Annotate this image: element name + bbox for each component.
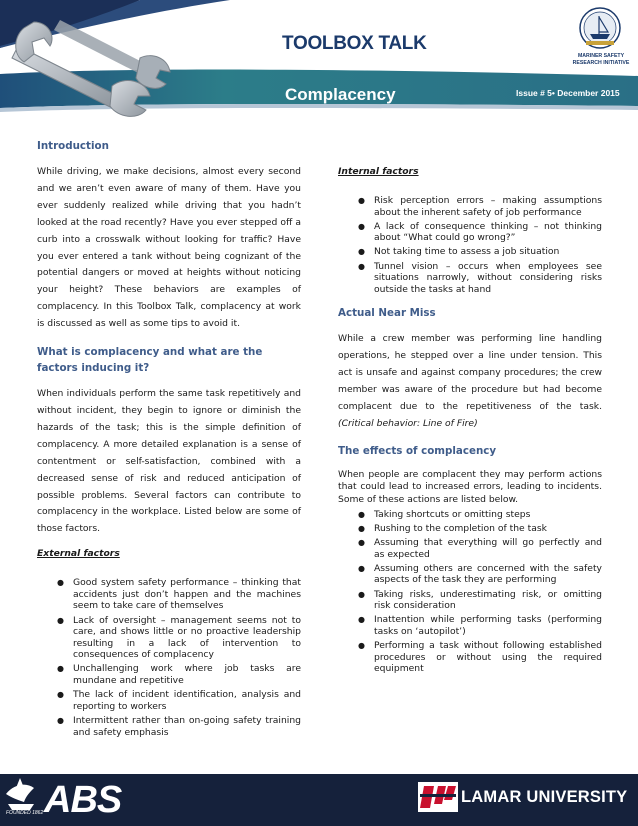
list-item: ● Inattention while performing tasks (performing tasks on ‘autopilot’) — [358, 614, 602, 637]
msri-logo-text: MARINER SAFETY RESEARCH INITIATIVE — [572, 53, 630, 66]
list-item: ● Taking risks, underestimating risk, or omitting risk consideration — [358, 588, 602, 612]
list-item: ● The lack of incident identification, analysis and reporting to workers — [57, 689, 301, 712]
lamar-university-logo-text: LAMAR UNIVERSITY — [461, 788, 628, 806]
list-item: ● Lack of oversight – management seems not to care, and shows little or no proactive leadership resulting in a lack of intervention to consequences of complacency — [57, 614, 301, 661]
bullet-icon: ● — [57, 578, 64, 588]
internal-factors-list — [338, 195, 602, 296]
list-item: ● Taking shortcuts or omitting steps — [358, 508, 531, 520]
internal-factors-heading: Internal factors — [338, 166, 419, 177]
list-item: ● Good system safety performance – thinking that accidents just don’t happen and the machines seem to take care of themselves — [57, 577, 301, 612]
bullet-icon: ● — [358, 641, 365, 651]
bullet-icon: ● — [358, 247, 365, 257]
list-item: ● A lack of consequence thinking – not thinking about “What could go wrong?” — [358, 220, 602, 244]
list-item: ● Risk perception errors – making assumptions about the inherent safety of job performance — [358, 194, 602, 218]
bullet-icon: ● — [358, 195, 365, 205]
bullet-icon: ● — [358, 509, 365, 519]
right-column — [338, 164, 602, 678]
critical-behavior-note: (Critical behavior: Line of Fire) — [338, 417, 478, 429]
bullet-icon: ● — [57, 690, 64, 700]
introduction-heading: Introduction — [37, 140, 109, 152]
bullet-icon: ● — [57, 664, 64, 674]
left-column — [37, 138, 301, 741]
issue-date: Issue # 5• December 2015 — [516, 88, 620, 98]
external-factors-heading: External factors — [37, 548, 120, 560]
bullet-icon: ● — [358, 563, 365, 573]
list-item: ● Unchallenging work where job tasks are mundane and repetitive — [57, 663, 301, 687]
list-item: ● Intermittent rather than on-going safety training and safety emphasis — [57, 715, 301, 738]
list-item: ● Assuming others are concerned with the safety aspects of the task they are performing — [358, 562, 602, 586]
document-title: TOOLBOX TALK — [282, 33, 427, 54]
list-item: ● Performing a task without following established procedures or without using the required equipment — [358, 640, 602, 675]
list-item: ● Assuming that everything will go perfectly and as expected — [358, 537, 602, 560]
what-is-complacency-heading: What is complacency and what are the factors inducing it? — [37, 346, 263, 375]
definition-paragraph: When individuals perform the same task repetitively and without incident, they begin to ignore or diminish the hazards of the task; this is the simple definition of complacency. A more detailed explanation is a sense of contentment or self-satisfaction, combined with a decreased sense of risk and reduced anticipation of possible problems. Several factors can contribute to complacency in the workplace. Listed below are some of those factors. — [37, 388, 301, 535]
effects-paragraph: When people are complacent they may perform actions that could lead to increased errors, leading to incidents. Some of these actions are listed below. — [338, 468, 602, 506]
bullet-icon: ● — [57, 615, 64, 625]
list-item: ● Not taking time to assess a job situation — [358, 246, 560, 258]
list-item: ● Rushing to the completion of the task — [358, 522, 547, 534]
document-subtitle: Complacency — [285, 85, 396, 104]
bullet-icon: ● — [358, 538, 365, 548]
near-miss-paragraph: While a crew member was performing line handling operations, he stepped over a line under tension. This act is unsafe and against company procedures; the crew member was aware of the procedure but had become complacent due to the repetitiveness of the task. (Critical behavior: Line of Fire) — [338, 333, 602, 429]
bullet-icon: ● — [358, 221, 365, 231]
effects-list — [338, 509, 602, 675]
near-miss-heading: Actual Near Miss — [338, 307, 436, 320]
lamar-logo-icon — [418, 782, 458, 812]
external-factors-list — [37, 577, 301, 738]
bullet-icon: ● — [358, 261, 365, 271]
abs-logo-text: ABS — [44, 779, 122, 821]
bullet-icon: ● — [358, 523, 365, 533]
abs-eagle-icon — [6, 778, 34, 810]
page-header — [0, 0, 638, 118]
effects-heading: The effects of complacency — [338, 444, 497, 457]
abs-founded-text: FOUNDED 1862 — [6, 810, 44, 816]
introduction-paragraph: While driving, we make decisions, almost every second and we aren’t even aware of many of them. Have you ever suddenly realized while driving that you hadn’t looked at the road recently? Have you ever stepped off a curb into a crosswalk without looking for traffic? Have you ever entered a tank without being cognizant of the potential dangers or moved at heights without noticing your height? These behaviors are examples of complacency. In this Toolbox Talk, complacency at work is discussed as well as some tips to avoid it. — [37, 166, 301, 330]
list-item: ● Tunnel vision – occurs when employees see situations narrowly, without considering risks outside the tasks at hand — [358, 260, 602, 295]
bullet-icon: ● — [358, 615, 365, 625]
bullet-icon: ● — [358, 589, 365, 599]
bullet-icon: ● — [57, 716, 64, 726]
